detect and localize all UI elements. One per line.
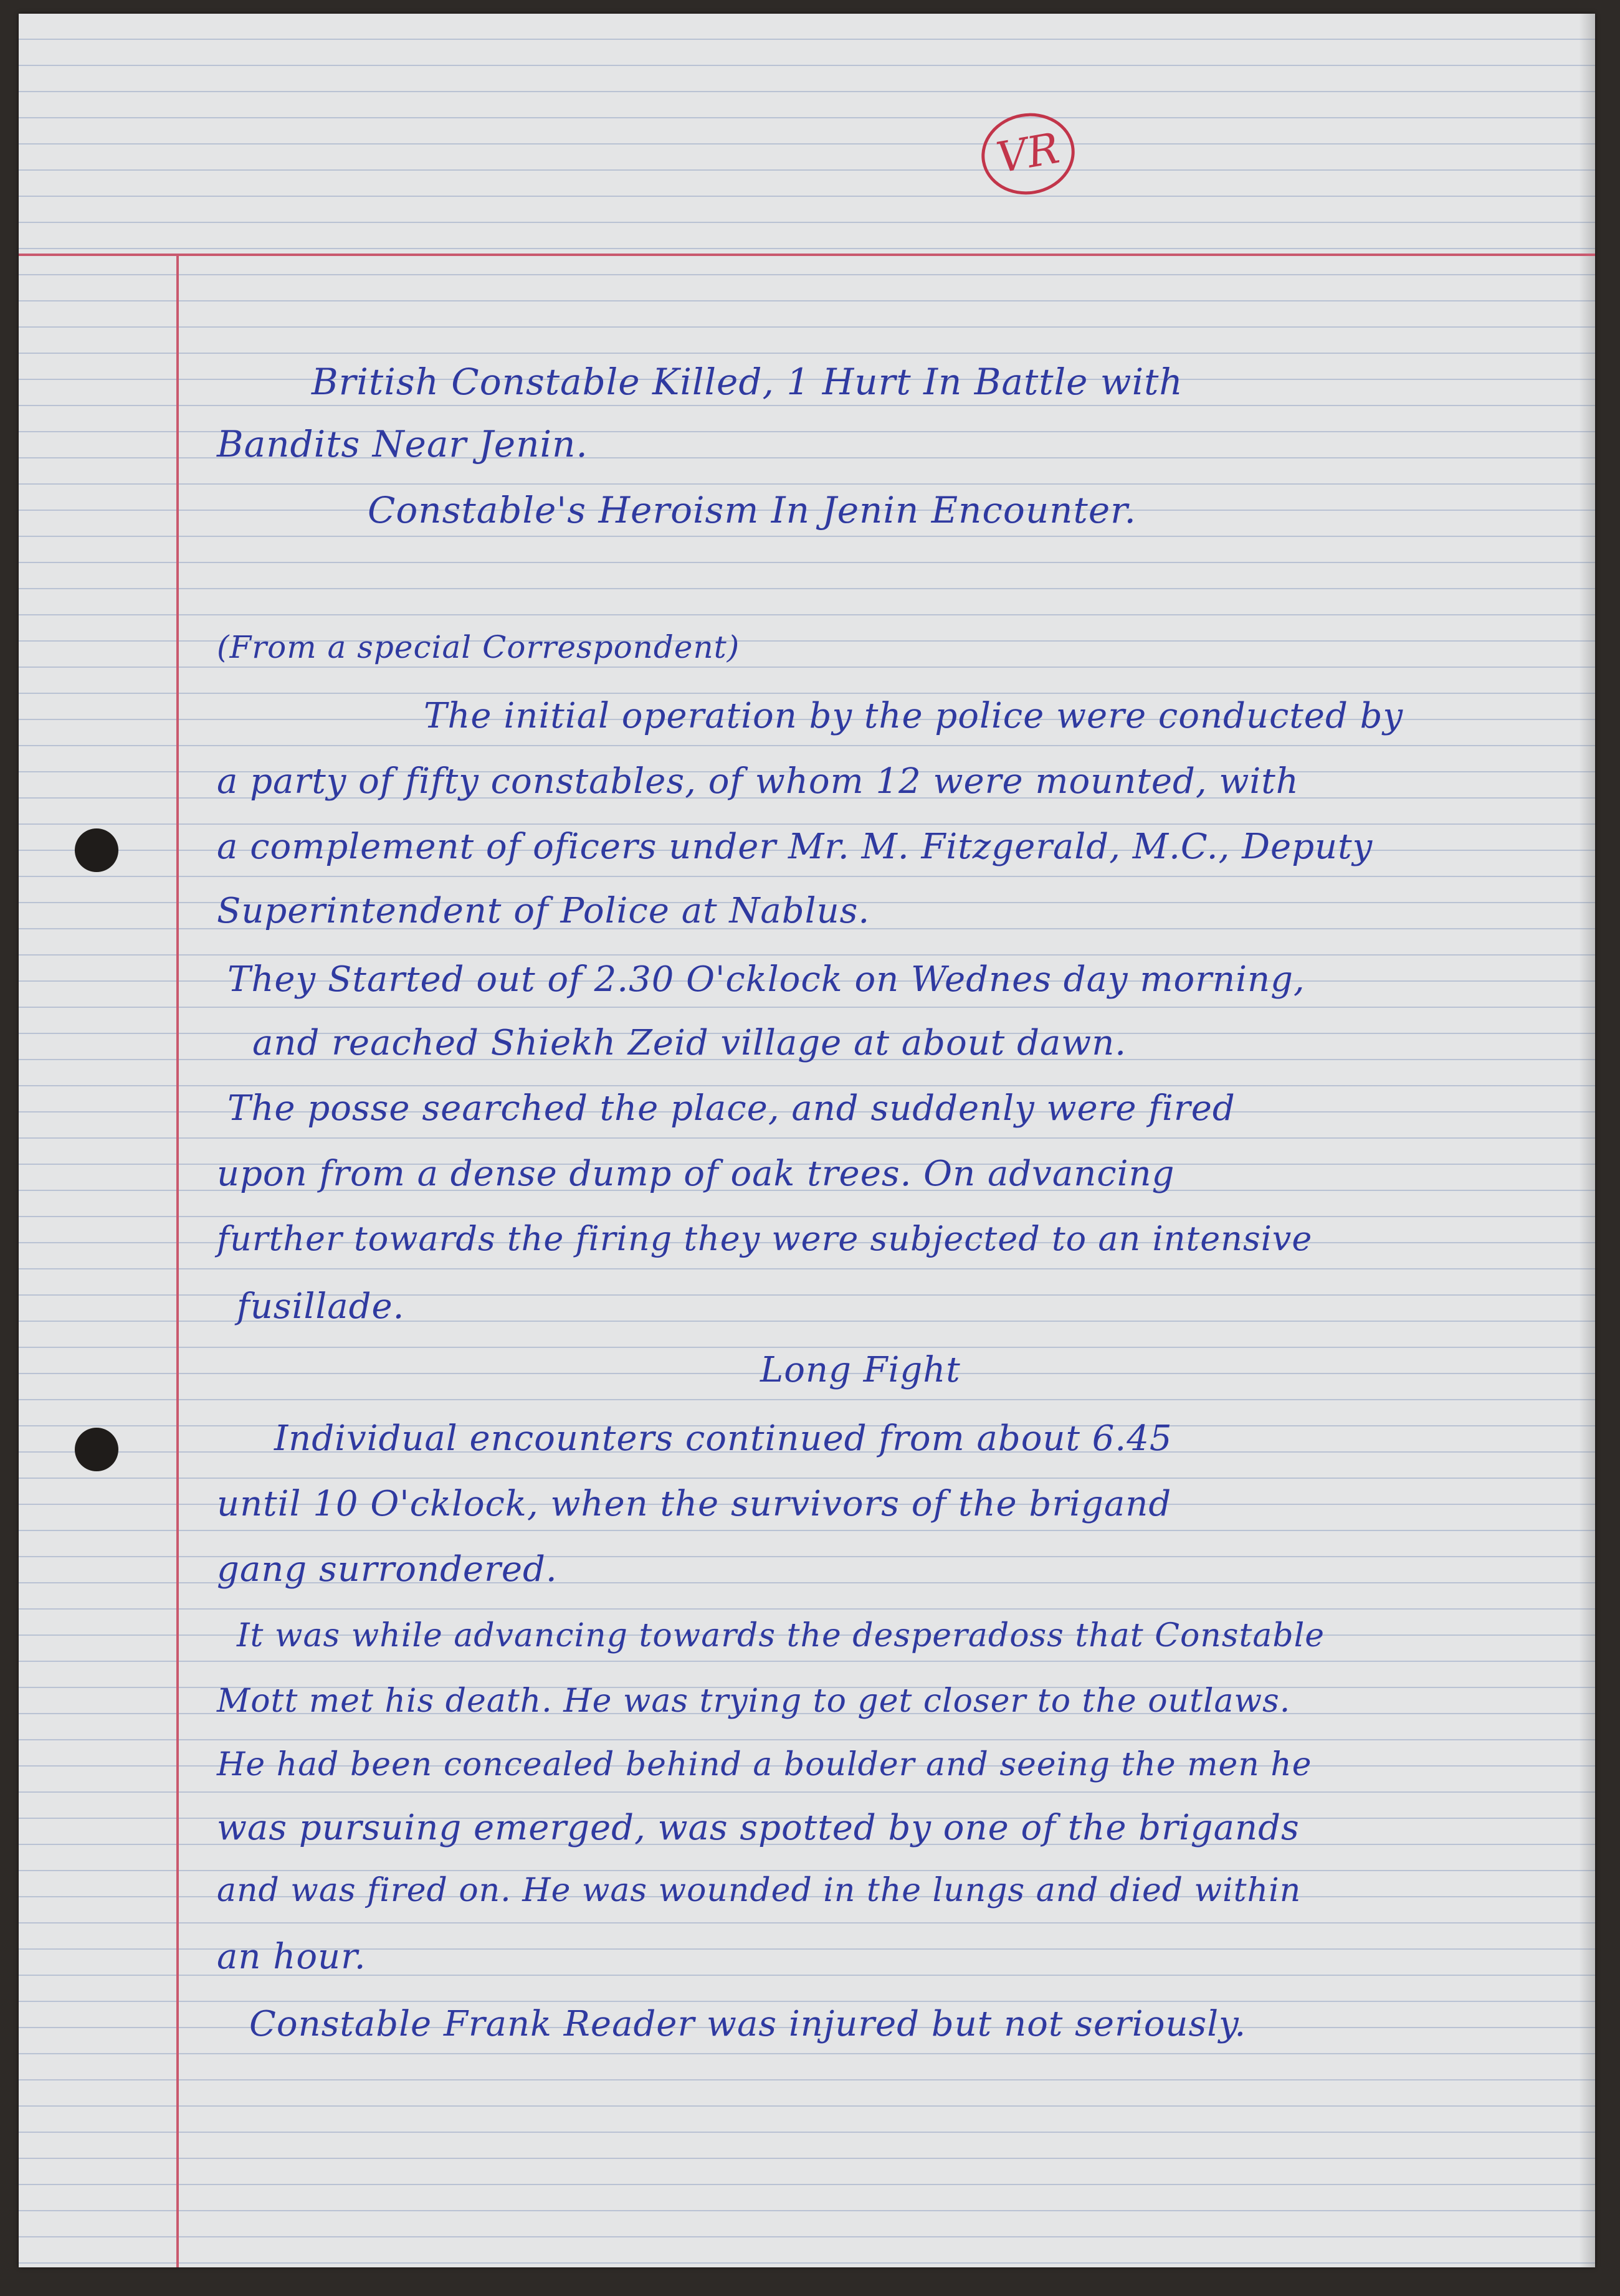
initials-text: VR bbox=[993, 123, 1064, 184]
paragraph1-line4: Superintendent of Police at Nablus. bbox=[217, 891, 870, 931]
paragraph4-line1: Individual encounters continued from about 6.45 bbox=[274, 1418, 1173, 1459]
headline-line-2: Bandits Near Jenin. bbox=[217, 423, 588, 465]
paragraph5-line3: He had been concealed behind a boulder and seeing the men he bbox=[217, 1746, 1312, 1783]
paragraph3-line2: upon from a dense dump of oak trees. On advancing bbox=[217, 1154, 1175, 1194]
headline-line-1: British Constable Killed, 1 Hurt In Battle with bbox=[312, 361, 1183, 403]
paragraph2-line1: They Started out of 2.30 O'cklock on Wednes day morning, bbox=[227, 959, 1305, 1000]
section-heading-long-fight: Long Fight bbox=[760, 1350, 961, 1390]
byline: (From a special Correspondent) bbox=[217, 629, 740, 665]
paragraph1-line3: a complement of oficers under Mr. M. Fitzgerald, M.C., Deputy bbox=[217, 827, 1373, 867]
top-margin-rule bbox=[19, 254, 1595, 256]
paragraph2-line2: and reached Shiekh Zeid village at about dawn. bbox=[252, 1023, 1127, 1063]
paragraph4-line3: gang surrondered. bbox=[217, 1549, 558, 1590]
paragraph3-line1: The posse searched the place, and suddenly were fired bbox=[227, 1088, 1236, 1129]
paragraph6-line1: Constable Frank Reader was injured but not seriously. bbox=[249, 2004, 1247, 2044]
circled-initials-stamp bbox=[975, 106, 1081, 202]
paragraph3-line3: further towards the firing they were subjected to an intensive bbox=[217, 1219, 1313, 1258]
paper-edge-shadow bbox=[1579, 14, 1595, 2267]
paragraph5-line1: It was while advancing towards the desperadoss that Constable bbox=[237, 1617, 1325, 1654]
lined-paper-sheet bbox=[19, 14, 1595, 2267]
punch-hole-upper bbox=[75, 828, 118, 872]
paragraph5-line4: was pursuing emerged, was spotted by one of the brigands bbox=[217, 1808, 1300, 1848]
paragraph5-line5: and was fired on. He was wounded in the lungs and died within bbox=[217, 1872, 1302, 1909]
paragraph3-line4: fusillade. bbox=[237, 1286, 405, 1327]
punch-hole-lower bbox=[75, 1428, 118, 1471]
paragraph1-line1: The initial operation by the police were conducted by bbox=[424, 696, 1404, 736]
paragraph5-line6: an hour. bbox=[217, 1937, 366, 1977]
subheadline: Constable's Heroism In Jenin Encounter. bbox=[368, 489, 1136, 531]
paragraph4-line2: until 10 O'cklock, when the survivors of the brigand bbox=[217, 1484, 1172, 1524]
paragraph1-line2: a party of fifty constables, of whom 12 were mounted, with bbox=[217, 761, 1299, 802]
paragraph5-line2: Mott met his death. He was trying to get closer to the outlaws. bbox=[217, 1682, 1291, 1720]
left-margin-rule bbox=[176, 254, 179, 2267]
